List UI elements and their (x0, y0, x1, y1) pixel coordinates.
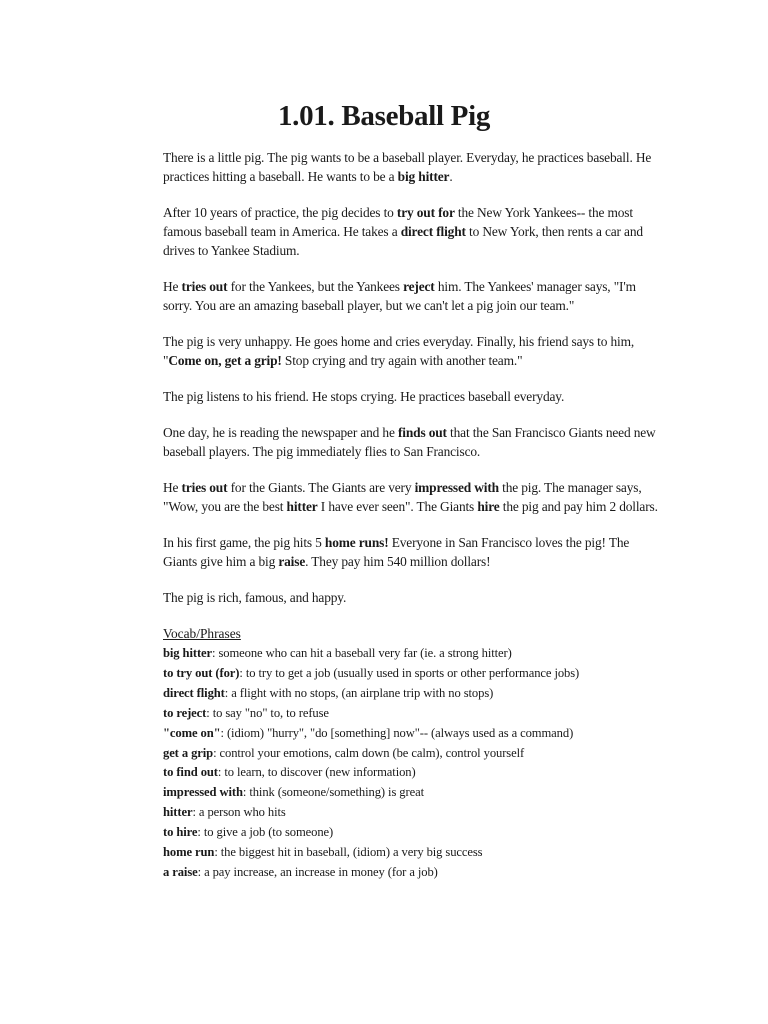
text-run: the pig and pay him 2 dollars. (499, 499, 658, 514)
vocab-item (163, 763, 633, 783)
text-run: Giants give him a big (163, 554, 279, 569)
story-paragraph (163, 203, 643, 260)
vocab-keyword: hitter (286, 499, 318, 514)
vocab-term: to hire (163, 825, 198, 840)
vocab-item (163, 843, 633, 863)
paragraph-line (163, 387, 633, 406)
story-paragraph (163, 387, 633, 406)
vocab-term: "come on" (163, 725, 221, 740)
paragraph-line (163, 497, 658, 516)
text-run: "Wow, you are the best (163, 499, 287, 514)
story-paragraph (163, 588, 633, 607)
vocab-definition: : to give a job (to someone) (197, 825, 334, 840)
vocab-keyword: impressed with (414, 480, 499, 495)
paragraph-line (163, 296, 633, 315)
text-run: In his first game, the pig hits 5 (163, 535, 325, 550)
vocab-definition: : to try to get a job (usually used in sports or other performance jobs) (239, 665, 580, 680)
vocab-keyword: direct flight (400, 224, 466, 239)
vocab-term: to reject (163, 705, 207, 720)
paragraph-line (163, 167, 633, 186)
vocab-item (163, 704, 633, 724)
story-paragraph (163, 332, 633, 370)
vocab-definition: : to learn, to discover (new information) (217, 765, 416, 780)
vocab-definition: : a pay increase, an increase in money (for a job) (197, 864, 438, 879)
vocab-item (163, 684, 633, 704)
text-run: Everyone in San Francisco loves the pig! The (388, 535, 630, 550)
paragraph-line (163, 351, 633, 370)
paragraph-line (163, 148, 652, 167)
vocab-keyword: finds out (397, 425, 447, 440)
vocab-keyword: reject (403, 279, 435, 294)
vocab-item (163, 863, 633, 883)
vocab-item (163, 664, 633, 684)
text-run: He (163, 279, 182, 294)
story-content (163, 148, 658, 883)
text-run: to New York, then rents a car and (465, 224, 643, 239)
vocab-item (163, 744, 633, 764)
text-run: The pig is rich, famous, and happy. (163, 590, 347, 605)
vocab-term: to find out (163, 765, 218, 780)
vocab-keyword: Come on, get a grip! (168, 353, 282, 368)
vocab-keyword: try out for (396, 205, 455, 220)
vocab-term: hitter (163, 805, 193, 820)
vocab-definition: : control your emotions, calm down (be calm), control yourself (213, 745, 525, 760)
paragraph-line (163, 588, 633, 607)
story-paragraph (163, 533, 633, 571)
vocab-keyword: big hitter (397, 169, 450, 184)
text-run: He (163, 480, 182, 495)
paragraph-line (163, 423, 656, 442)
text-run: baseball players. The pig immediately flies to San Francisco. (163, 444, 481, 459)
vocab-definition: : a flight with no stops, (an airplane trip with no stops) (224, 685, 494, 700)
vocab-definition: : think (someone/something) is great (242, 785, 424, 800)
story-paragraph (163, 277, 636, 315)
text-run: . (449, 169, 453, 184)
vocab-item (163, 724, 633, 744)
text-run: " (163, 353, 169, 368)
story-body (163, 148, 658, 607)
paragraph-line (163, 222, 643, 241)
vocab-item (163, 644, 633, 664)
text-run: After 10 years of practice, the pig decides to (163, 205, 397, 220)
page-title: 1.01. Baseball Pig (277, 100, 491, 132)
text-run: him. The Yankees' manager says, "I'm (434, 279, 636, 294)
vocab-keyword: tries out (181, 279, 228, 294)
paragraph-line (163, 332, 633, 351)
vocab-term: home run (163, 845, 215, 860)
vocab-term: a raise (163, 864, 198, 879)
vocab-item (163, 803, 633, 823)
vocab-definition: : (idiom) "hurry", "do [something] now"-- (always used as a command) (220, 725, 574, 740)
story-paragraph (163, 423, 656, 461)
vocab-keyword: tries out (181, 480, 228, 495)
vocab-list (163, 644, 633, 883)
vocab-item (163, 823, 633, 843)
vocab-keyword: hire (477, 499, 500, 514)
paragraph-line (163, 442, 633, 461)
text-run: famous baseball team in America. He takes a (163, 224, 401, 239)
vocab-heading: Vocab/Phrases (163, 626, 241, 641)
story-paragraph (163, 478, 658, 516)
vocab-keyword: raise (278, 554, 306, 569)
vocab-item (163, 783, 633, 803)
text-run: the New York Yankees-- the most (454, 205, 633, 220)
text-run: There is a little pig. The pig wants to be a baseball player. Everyday, he practices baseball. He (163, 150, 652, 165)
paragraph-line (163, 533, 633, 552)
vocab-keyword: home runs! (324, 535, 389, 550)
vocab-term: impressed with (163, 785, 243, 800)
text-run: that the San Francisco Giants need new (446, 425, 656, 440)
text-run: for the Yankees, but the Yankees (227, 279, 404, 294)
vocab-definition: : a person who hits (192, 805, 286, 820)
text-run: for the Giants. The Giants are very (227, 480, 415, 495)
story-paragraph (163, 148, 652, 186)
text-run: I have ever seen". The Giants (317, 499, 478, 514)
vocab-definition: : to say "no" to, to refuse (206, 705, 329, 720)
text-run: The pig listens to his friend. He stops crying. He practices baseball everyday. (163, 389, 565, 404)
text-run: drives to Yankee Stadium. (163, 243, 300, 258)
vocab-term: to try out (for) (163, 665, 240, 680)
text-run: The pig is very unhappy. He goes home and cries everyday. Finally, his friend says to him, (163, 334, 635, 349)
text-run: One day, he is reading the newspaper and he (163, 425, 398, 440)
paragraph-line (163, 478, 642, 497)
text-run: practices hitting a baseball. He wants to be a (163, 169, 398, 184)
paragraph-line (163, 552, 633, 571)
vocab-term: big hitter (163, 646, 213, 660)
vocab-definition: : the biggest hit in baseball, (idiom) a very big success (214, 845, 483, 860)
vocab-term: get a grip (163, 745, 214, 760)
paragraph-line (163, 241, 633, 260)
text-run: the pig. The manager says, (498, 480, 642, 495)
vocab-term: direct flight (163, 685, 225, 700)
vocab-definition: : someone who can hit a baseball very far (ie. a strong hitter) (212, 646, 512, 660)
text-run: . They pay him 540 million dollars! (305, 554, 491, 569)
paragraph-line (163, 203, 633, 222)
paragraph-line (163, 277, 636, 296)
text-run: sorry. You are an amazing baseball player, but we can't let a pig join our team." (163, 298, 575, 313)
text-run: Stop crying and try again with another team." (281, 353, 523, 368)
